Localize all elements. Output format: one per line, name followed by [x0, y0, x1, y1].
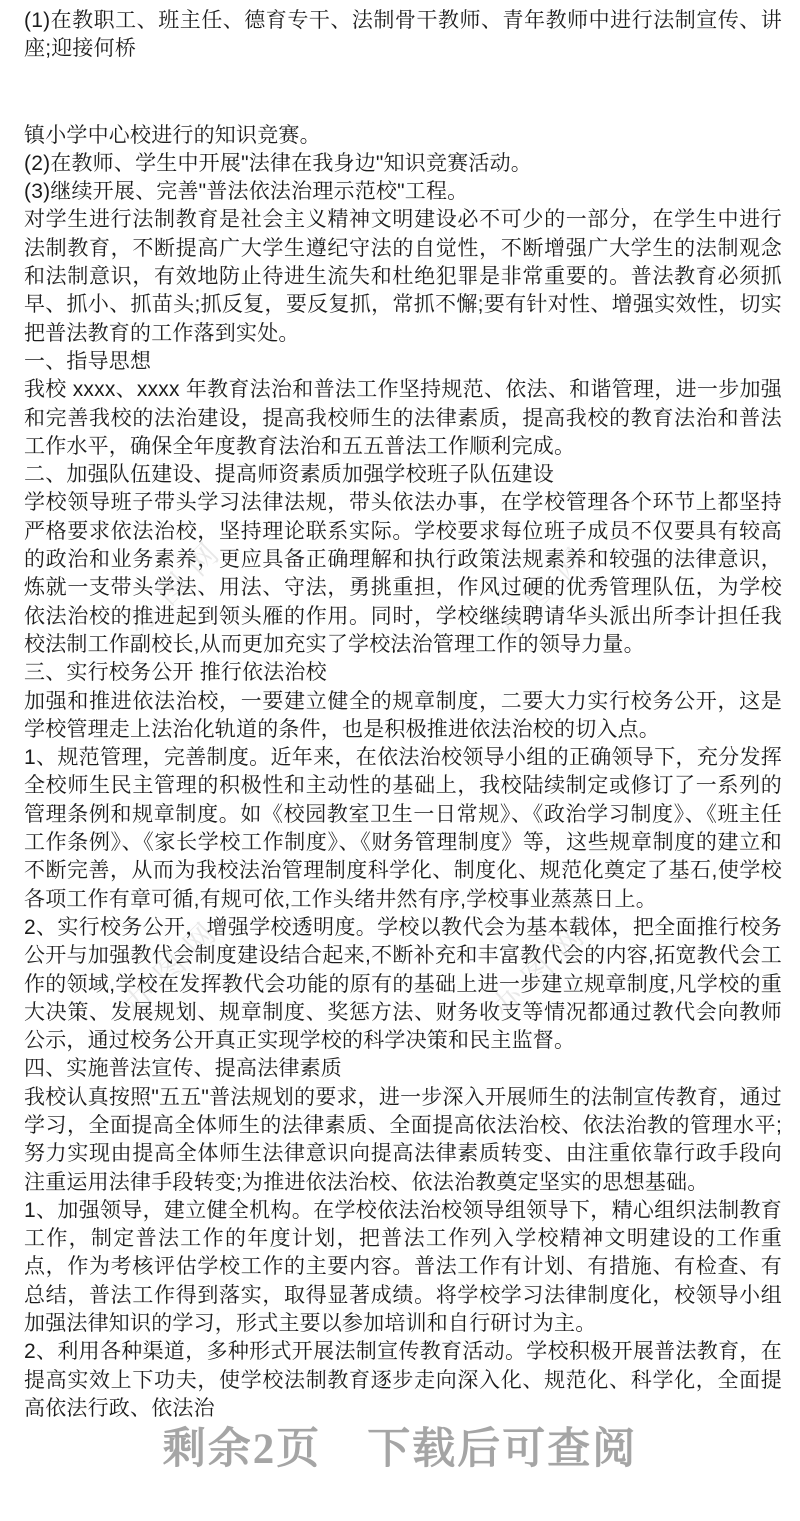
paragraph: 1、加强领导，建立健全机构。在学校依法治校领导组领导下，精心组织法制教育工作，制定普法工作的年度计划，把普法工作列入学校精神文明建设的工作重点，作为考核评估学校工作的主要内容。普法工作有计划、有措施、有检查、有总结，普法工作得到落实，取得显著成绩。将学校学习法律制度化，校领导小组加强法律知识的学习，形式主要以参加培训和自行研讨为主。	[24, 1198, 782, 1336]
watermark-text: 办图网	[121, 529, 234, 642]
paragraph: 对学生进行法制教育是社会主义精神文明建设必不可少的一部分，在学生中进行法制教育，不断提高广大学生遵纪守法的自觉性，不断增强广大学生的法制观念和法制意识，有效地防止待进生流失和杜绝犯罪是非常重要的。普法教育必须抓早、抓小、抓苗头;抓反复，要反复抓，常抓不懈;要有针对性、增强实效性，切实把普法教育的工作落到实处。	[24, 208, 782, 345]
paragraph: 1、规范管理，完善制度。近年来，在依法治校领导小组的正确领导下，充分发挥全校师生民主管理的积极性和主动性的基础上，我校陆续制定或修订了一系列的管理条例和规章制度。如《校园教室卫生一日常规》、《政治学习制度》、《班主任工作条例》、《家长学校工作制度》、《财务管理制度》等，这些规章制度的建立和不断完善，从而为我校法治管理制度科学化、制度化、规范化奠定了基石,使学校各项工作有章可循,有规可依,工作头绪井然有序,学校事业蒸蒸日上。	[24, 746, 782, 911]
document-text-area	[24, 7, 782, 1423]
paragraph: 2、实行校务公开，增强学校透明度。学校以教代会为基本载体，把全面推行校务公开与加强教代会制度建设结合起来,不断补充和丰富教代会的内容,拓宽教代会工作的领域,学校在发挥教代会功能的原有的基础上进一步建立规章制度,凡学校的重大决策、发展规划、规章制度、奖惩方法、财务收支等情况都通过教代会向教师公示，通过校务公开真正实现学校的科学决策和民主监督。	[24, 915, 782, 1053]
paragraph: 加强和推进依法治校，一要建立健全的规章制度，二要大力实行校务公开，这是学校管理走上法治化轨道的条件，也是积极推进依法治校的切入点。	[24, 689, 782, 741]
paragraph: 镇小学中心校进行的知识竞赛。	[24, 123, 321, 147]
download-hint-text: 下载后可查阅	[367, 1426, 638, 1473]
remaining-pages-text: 剩余2页	[162, 1426, 322, 1473]
paragraph: 四、实施普法宣传、提高法律素质	[24, 1057, 342, 1081]
remaining-pages-notice	[0, 1415, 800, 1476]
paragraph: 学校领导班子带头学习法律法规，带头依法办事，在学校管理各个环节上都坚持严格要求依法治校，坚持理论联系实际。学校要求每位班子成员不仅要具有较高的政治和业务素养，更应具备正确理解和执行政策法规素养和较强的法律意识，炼就一支带头学法、用法、守法，勇挑重担，作风过硬的优秀管理队伍，为学校依法治校的推进起到领头雁的作用。同时，学校继续聘请华头派出所李计担任我校法制工作副校长,从而更加充实了学校法治管理工作的领导力量。	[24, 491, 782, 656]
watermark-text: 办图网	[486, 912, 599, 1025]
paragraph: 我校 xxxx、xxxx 年教育法治和普法工作坚持规范、依法、和谐管理，进一步加强和完善我校的法治建设，提高我校师生的法律素质，提高我校的教育法治和普法工作水平，确保全年度教育法治和五五普法工作顺利完成。	[24, 378, 782, 458]
paragraph: (2)在教师、学生中开展"法律在我身边"知识竞赛活动。	[24, 151, 532, 175]
paragraph: 二、加强队伍建设、提高师资素质加强学校班子队伍建设	[24, 463, 554, 487]
paragraph: 我校认真按照"五五"普法规划的要求，进一步深入开展师生的法制宣传教育，通过学习，全面提高全体师生的法律素质、全面提高依法治校、依法治教的管理水平;努力实现由提高全体师生法律意识向提高法律素质转变、由注重依靠行政手段向注重运用法律手段转变;为推进依法治校、依法治教奠定坚实的思想基础。	[24, 1085, 782, 1194]
watermark-text: 办图网	[118, 909, 231, 1022]
paragraph: (1)在教职工、班主任、德育专干、法制骨干教师、青年教师中进行法制宣传、讲座;迎接何桥	[24, 9, 782, 61]
watermark-text: 办图网	[488, 534, 601, 647]
paragraph: 三、实行校务公开 推行依法治校	[24, 661, 327, 685]
paragraph: (3)继续开展、完善"普法依法治理示范校"工程。	[24, 180, 469, 204]
paragraph: 一、指导思想	[24, 349, 152, 373]
blank-gap	[24, 64, 782, 122]
paragraph: 2、利用各种渠道，多种形式开展法制宣传教育活动。学校积极开展普法教育，在提高实效上下功夫，使学校法制教育逐步走向深入化、规范化、科学化，全面提高依法行政、依法治	[24, 1340, 782, 1420]
